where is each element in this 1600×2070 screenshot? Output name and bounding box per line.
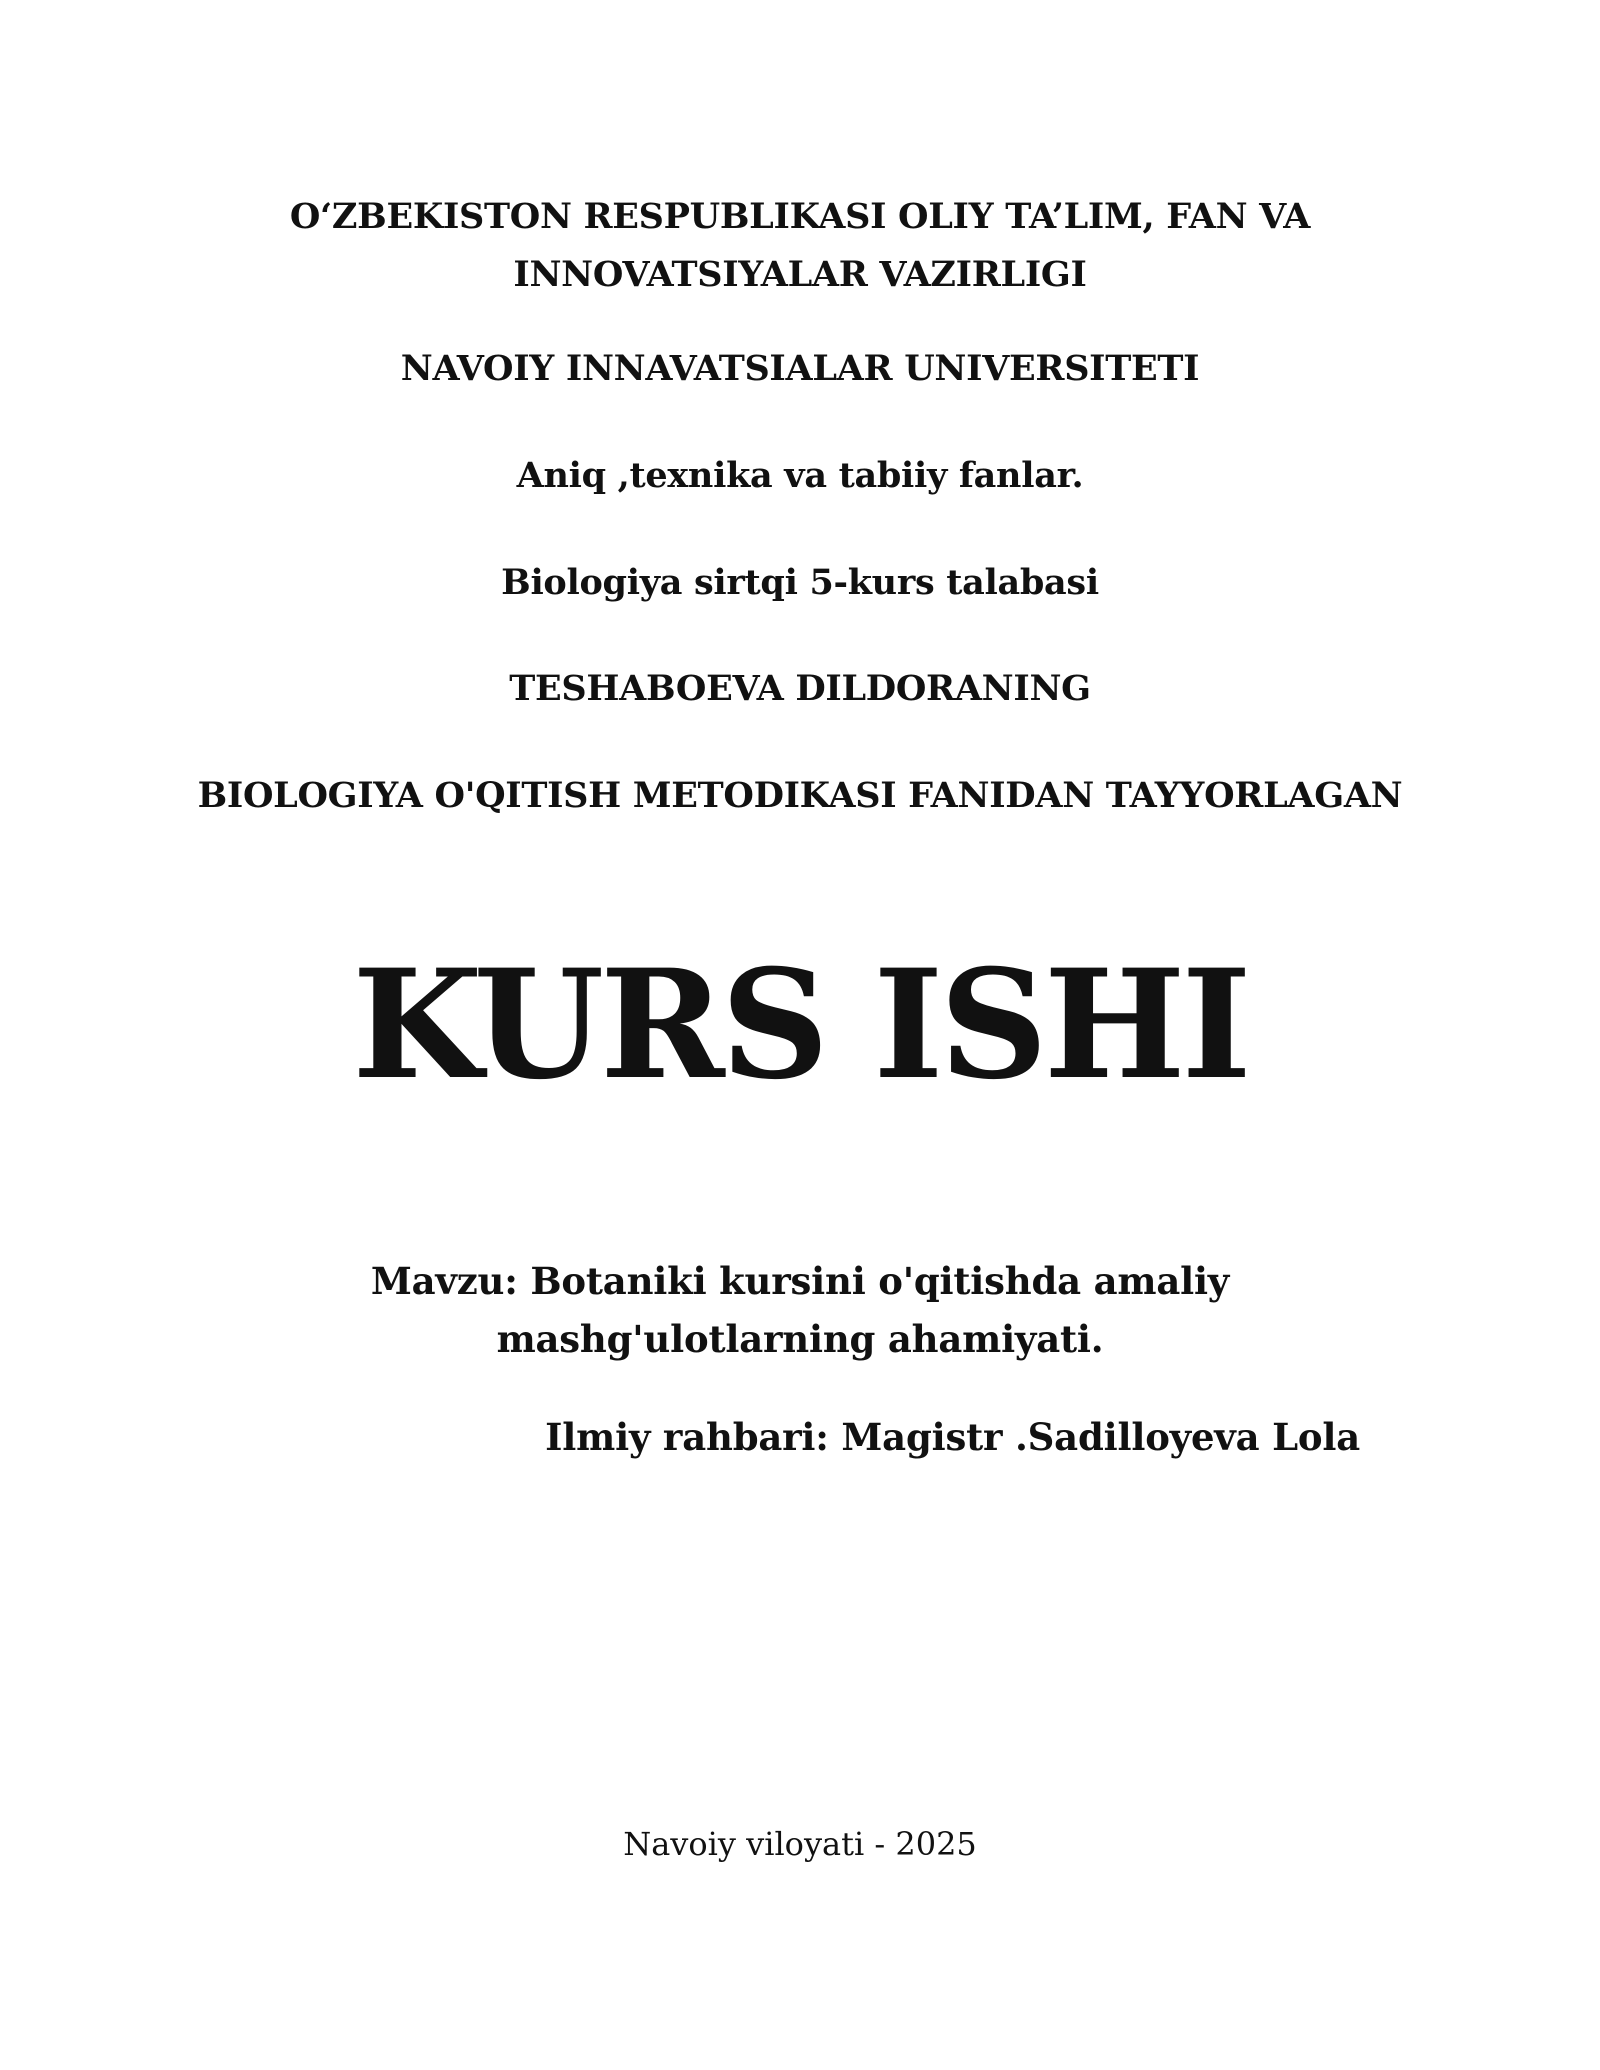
topic-block: [0, 1252, 1600, 1368]
ministry-line-1: O‘ZBEKISTON RESPUBLIKASI OLIY TA’LIM, FAN VA: [289, 196, 1311, 237]
faculty-name: Aniq ,texnika va tabiiy fanlar.: [516, 455, 1084, 496]
footer-place-year: Navoiy viloyati - 2025: [623, 1825, 977, 1863]
document-title: KURS ISHI: [352, 937, 1248, 1113]
ministry-heading: [0, 188, 1600, 304]
student-name: TESHABOEVA DILDORANING: [509, 668, 1091, 709]
supervisor-line: Ilmiy rahbari: Magistr .Sadilloyeva Lola: [545, 1415, 1360, 1459]
university-name: NAVOIY INNAVATSIALAR UNIVERSITETI: [400, 348, 1200, 389]
student-info: Biologiya sirtqi 5-kurs talabasi: [501, 562, 1099, 603]
ministry-line-2: INNOVATSIYALAR VAZIRLIGI: [513, 254, 1087, 295]
topic-line-1: Mavzu: Botaniki kursini o'qitishda amaliy: [370, 1259, 1230, 1303]
topic-line-2: mashg'ulotlarning ahamiyati.: [496, 1317, 1104, 1361]
subject-line: BIOLOGIYA O'QITISH METODIKASI FANIDAN TAYYORLAGAN: [197, 775, 1403, 816]
